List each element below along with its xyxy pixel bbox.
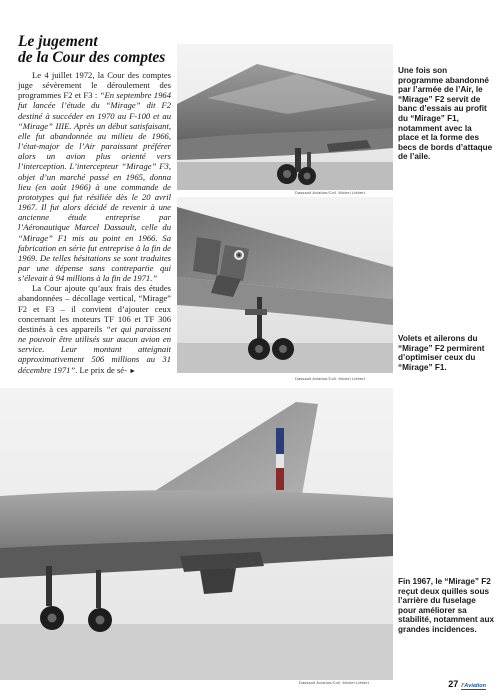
paragraph-2-end: . Le prix de sé- bbox=[75, 364, 127, 375]
article-heading bbox=[18, 34, 168, 66]
continue-arrow-icon: ► bbox=[129, 366, 137, 375]
paragraph-1-quote: “En septembre 1964 fut lancée l’étude du “Mirage” dit F2 destiné à succéder en 1970 au F-100 et au “Mirage” IIIE. Après un début satisfaisant, elle fut abandonnée au milieu de 1966, l’état-major de l’Air paraissant préférer alors un avion plus orienté vers l’interception. L’intercepteur “Mirage” F3, objet d’un marché passé en 1965, donna lieu (en août 1966) à une commande de prototypes qui fut résiliée dès le 20 avril 1967. Il fut alors décidé de revenir à une ancienne étude entreprise par l’Aéronautique Marcel Dassault, celle du “Mirage” F1 mis au point en 1966. Sa fabrication en série fut entreprise à la fin de 1969. De telles hésitations se sont traduites par une dépense sans contrepartie qui s’élevait à 94 millions à la fin de 1971.” bbox=[18, 90, 171, 284]
article-body bbox=[18, 70, 171, 376]
paragraph-2 bbox=[18, 283, 171, 375]
photo-mirage-f2-wing-underside bbox=[177, 44, 393, 190]
photo-1-image bbox=[177, 44, 393, 190]
paragraph-1 bbox=[18, 70, 171, 283]
magazine-logo: l’Aviation bbox=[461, 683, 486, 689]
page-number: 27 bbox=[448, 679, 459, 689]
photo-1-credit: Dassault Aviation/Coll. Michel Liébert bbox=[295, 191, 365, 195]
paragraph-2-quote: “et qui paraissent ne pouvoir être utilisés sur aucun avion en service. Leur montant atteignait approximativement 506 millions au 31 décembre 1971” bbox=[18, 323, 171, 375]
caption-2: Volets et ailerons du “Mirage” F2 permirent d’optimiser ceux du “Mirage” F1. bbox=[398, 334, 485, 372]
photo-2-image bbox=[177, 197, 393, 373]
photo-3-image bbox=[0, 388, 393, 680]
photo-mirage-f2-flaps bbox=[177, 197, 393, 373]
heading-line-2: de la Cour des comptes bbox=[18, 49, 166, 66]
caption-1: Une fois son programme abandonné par l’armée de l’Air, le “Mirage” F2 servit de banc d’essais au profit du “Mirage” F1, notamment avec la place et la forme des becs de bords d’attaque de l’aile. bbox=[398, 66, 493, 162]
photo-2-credit: Dassault Aviation/Coll. Michel Liébert bbox=[295, 377, 365, 381]
photo-3-credit: Dassault Aviation/Coll. Michel Liébert bbox=[299, 681, 369, 685]
heading-line-1: Le jugement bbox=[18, 33, 98, 50]
paragraph-2-intro: La Cour ajoute qu’aux frais des études abandonnées – décollage vertical, “Mirage” F2 et F3 – il convient d’ajouter ceux concernant les moteurs TF 106 et TF 306 destinés à ces appareils bbox=[18, 283, 171, 334]
caption-3: Fin 1967, le “Mirage” F2 reçut deux quilles sous l’arrière du fuselage pour améliorer sa stabilité, notamment aux grandes incidences. bbox=[398, 577, 494, 634]
page-footer bbox=[448, 679, 486, 690]
photo-mirage-f2-ventral-keels bbox=[0, 388, 393, 680]
paragraph-1-intro: Le 4 juillet 1972, la Cour des comptes juge sévèrement le déroulement des programmes F2 et F3 : bbox=[18, 70, 171, 101]
